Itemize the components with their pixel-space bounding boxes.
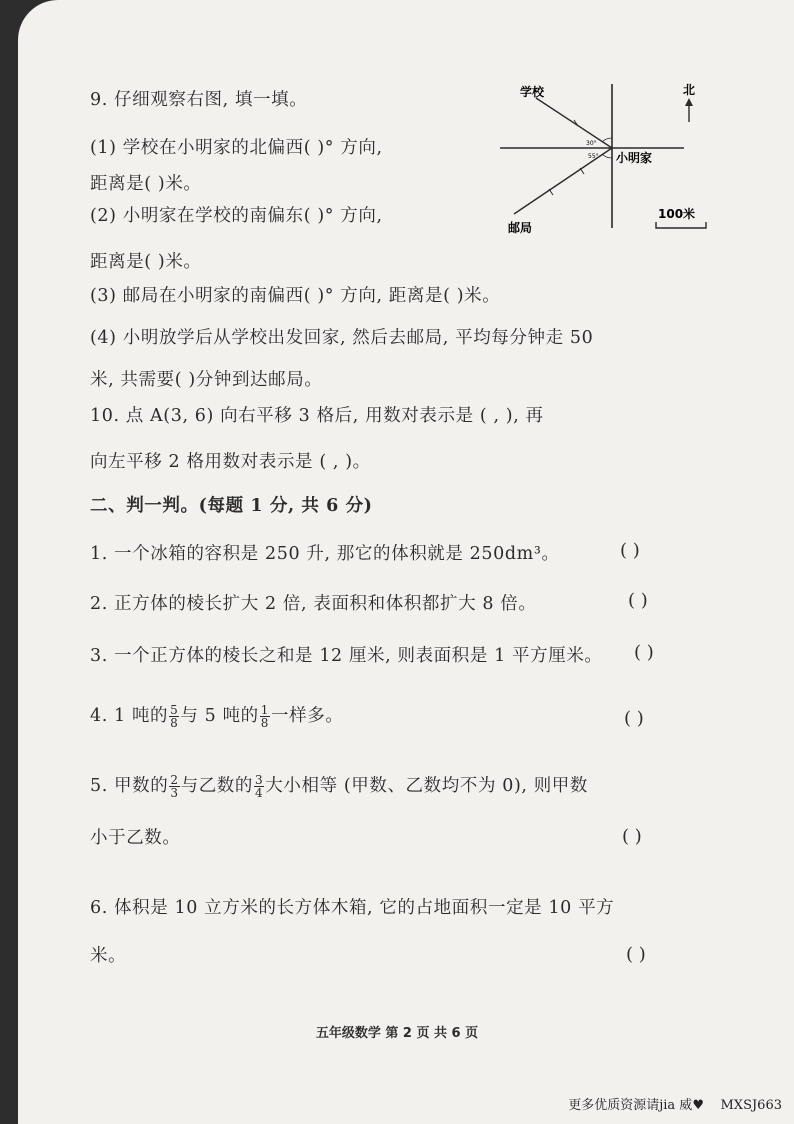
north-arrow-head-icon bbox=[685, 98, 693, 106]
section2-heading: 二、判一判。(每题 1 分, 共 6 分) bbox=[90, 496, 373, 516]
answer-paren-3[interactable]: ( ) bbox=[634, 642, 654, 663]
angle-label-b: 55° bbox=[588, 153, 599, 160]
judge-2: 2. 正方体的棱长扩大 2 倍, 表面积和体积都扩大 8 倍。 bbox=[90, 594, 537, 614]
fraction-numerator: 5 bbox=[170, 703, 179, 717]
direction-diagram bbox=[494, 76, 724, 241]
q9-part1-line1: (1) 学校在小明家的北偏西( )° 方向, bbox=[90, 138, 383, 158]
judge-1: 1. 一个冰箱的容积是 250 升, 那它的体积就是 250dm³。 bbox=[90, 544, 560, 564]
angle-arc bbox=[602, 138, 612, 142]
fraction-five-eighths bbox=[169, 704, 179, 729]
q9-part4-line2: 米, 共需要( )分钟到达邮局。 bbox=[90, 370, 323, 390]
label-school: 学校 bbox=[520, 85, 545, 99]
watermark-code: MXSJ663 bbox=[720, 1098, 782, 1113]
label-north: 北 bbox=[683, 83, 696, 97]
label-post-office: 邮局 bbox=[508, 221, 533, 235]
scale-bar bbox=[656, 222, 706, 228]
judge-5-text-c: 大小相等 (甲数、乙数均不为 0), 则甲数 bbox=[265, 776, 589, 796]
judge-4-text-c: 一样多。 bbox=[271, 706, 344, 726]
fraction-three-quarters bbox=[254, 774, 264, 799]
label-scale: 100米 bbox=[658, 207, 696, 221]
judge-3: 3. 一个正方体的棱长之和是 12 厘米, 则表面积是 1 平方厘米。 bbox=[90, 646, 603, 666]
answer-paren-2[interactable]: ( ) bbox=[628, 590, 648, 611]
fraction-numerator: 1 bbox=[260, 703, 270, 717]
page-footer: 五年级数学 第 2 页 共 6 页 bbox=[315, 1026, 479, 1041]
q9-part2-line2: 距离是( )米。 bbox=[90, 252, 202, 272]
fraction-denominator: 8 bbox=[170, 716, 179, 730]
answer-paren-5[interactable]: ( ) bbox=[622, 826, 642, 847]
q10-line2: 向左平移 2 格用数对表示是 ( , )。 bbox=[90, 452, 371, 472]
q9-part1-line2: 距离是( )米。 bbox=[90, 174, 202, 194]
judge-5-text-a: 5. 甲数的 bbox=[90, 776, 169, 796]
line-to-school bbox=[536, 98, 612, 148]
judge-5-line2: 小于乙数。 bbox=[90, 828, 181, 848]
answer-paren-4[interactable]: ( ) bbox=[624, 708, 644, 729]
fraction-numerator: 2 bbox=[170, 773, 179, 787]
fraction-denominator: 8 bbox=[260, 716, 270, 730]
fraction-denominator: 4 bbox=[255, 786, 264, 800]
fraction-two-thirds bbox=[169, 774, 179, 799]
judge-6-line2: 米。 bbox=[90, 946, 127, 966]
judge-4-text-a: 4. 1 吨的 bbox=[90, 706, 169, 726]
angle-arc bbox=[602, 154, 612, 158]
judge-4 bbox=[90, 704, 343, 729]
watermark-text: 更多优质资源请jia 威 bbox=[568, 1098, 693, 1113]
judge-5-line1 bbox=[90, 774, 588, 799]
answer-paren-6[interactable]: ( ) bbox=[626, 944, 646, 965]
judge-5-text-b: 与乙数的 bbox=[180, 776, 254, 796]
q9-part4-line1: (4) 小明放学后从学校出发回家, 然后去邮局, 平均每分钟走 50 bbox=[90, 328, 594, 348]
answer-paren-1[interactable]: ( ) bbox=[620, 540, 640, 561]
q9-part3: (3) 邮局在小明家的南偏西( )° 方向, 距离是( )米。 bbox=[90, 286, 501, 306]
judge-4-text-b: 与 5 吨的 bbox=[180, 706, 259, 726]
angle-label-a: 30° bbox=[586, 140, 597, 147]
label-home: 小明家 bbox=[616, 151, 653, 165]
heart-icon: ♥ bbox=[692, 1098, 704, 1113]
q9-title: 9. 仔细观察右图, 填一填。 bbox=[90, 90, 308, 110]
judge-6-line1: 6. 体积是 10 立方米的长方体木箱, 它的占地面积一定是 10 平方 bbox=[90, 898, 615, 918]
fraction-denominator: 3 bbox=[170, 786, 179, 800]
q9-part2-line1: (2) 小明家在学校的南偏东( )° 方向, bbox=[90, 206, 383, 226]
fraction-one-eighth bbox=[260, 704, 270, 729]
q10-line1: 10. 点 A(3, 6) 向右平移 3 格后, 用数对表示是 ( , ), 再 bbox=[90, 406, 544, 426]
watermark bbox=[568, 1094, 782, 1113]
fraction-numerator: 3 bbox=[255, 773, 264, 787]
